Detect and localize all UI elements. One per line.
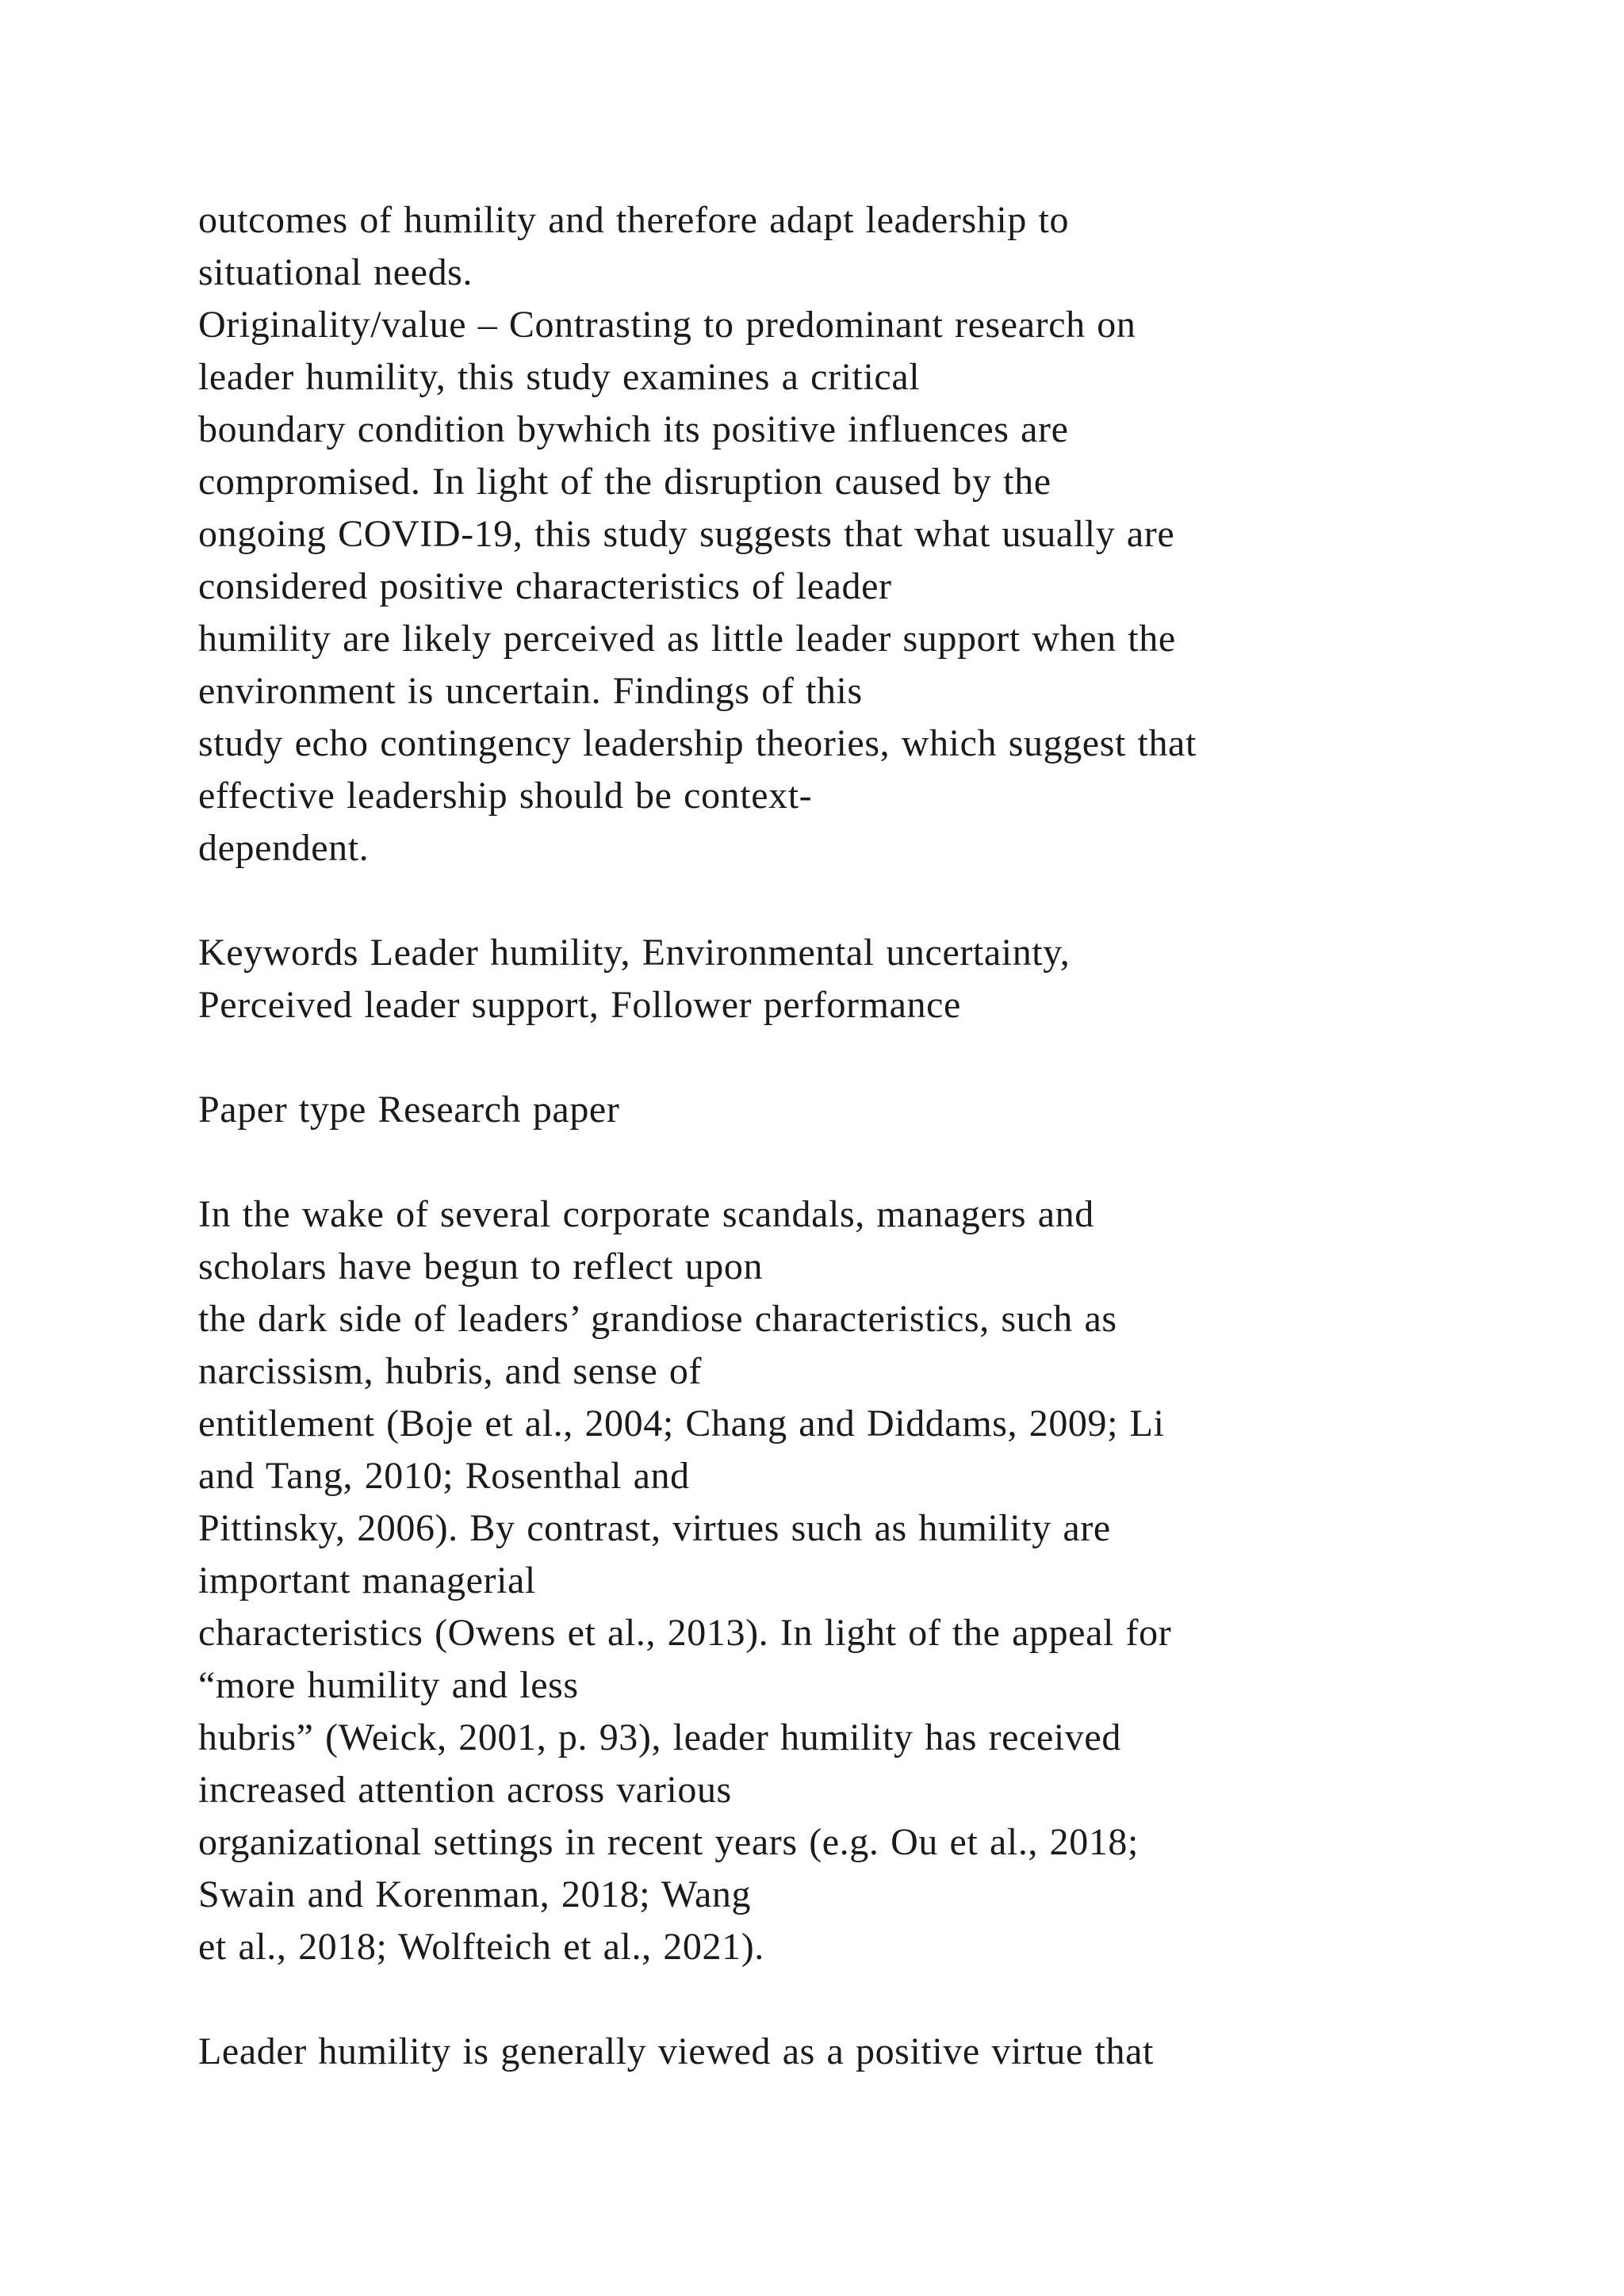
text-line: and Tang, 2010; Rosenthal and xyxy=(198,1455,690,1497)
text-line: characteristics (Owens et al., 2013). In light of the appeal for xyxy=(198,1612,1172,1654)
text-line: Leader humility is generally viewed as a positive virtue that xyxy=(198,2030,1154,2072)
text-line: Pittinsky, 2006). By contrast, virtues such as humility are xyxy=(198,1507,1111,1549)
keywords-line: Perceived leader support, Follower performance xyxy=(198,984,961,1026)
text-line: Swain and Korenman, 2018; Wang xyxy=(198,1873,752,1915)
text-line: ongoing COVID-19, this study suggests that what usually are xyxy=(198,513,1175,555)
text-line: hubris” (Weick, 2001, p. 93), leader humility has received xyxy=(198,1716,1121,1758)
blank-line xyxy=(198,1136,1578,1188)
text-line: increased attention across various xyxy=(198,1769,732,1811)
text-line: Originality/value – Contrasting to predominant research on xyxy=(198,304,1136,346)
text-line: considered positive characteristics of leader xyxy=(198,565,892,607)
text-line: compromised. In light of the disruption caused by the xyxy=(198,461,1051,503)
paper-type-line: Paper type Research paper xyxy=(198,1089,620,1131)
text-line: boundary condition bywhich its positive influences are xyxy=(198,408,1069,450)
text-line: situational needs. xyxy=(198,251,473,293)
text-line: outcomes of humility and therefore adapt leadership to xyxy=(198,199,1070,241)
body-text xyxy=(198,194,1578,2078)
blank-line xyxy=(198,1973,1578,2026)
text-line: entitlement (Boje et al., 2004; Chang and Diddams, 2009; Li xyxy=(198,1402,1165,1445)
text-line: organizational settings in recent years (e.g. Ou et al., 2018; xyxy=(198,1821,1139,1863)
blank-line xyxy=(198,1031,1578,1084)
text-line: study echo contingency leadership theories, which suggest that xyxy=(198,722,1197,764)
text-line: the dark side of leaders’ grandiose characteristics, such as xyxy=(198,1298,1117,1340)
text-line: “more humility and less xyxy=(198,1664,579,1706)
text-line: narcissism, hubris, and sense of xyxy=(198,1350,703,1392)
text-line: dependent. xyxy=(198,827,370,869)
text-line: et al., 2018; Wolfteich et al., 2021). xyxy=(198,1926,764,1968)
text-line: important managerial xyxy=(198,1559,536,1601)
text-line: environment is uncertain. Findings of this xyxy=(198,670,863,712)
text-line: humility are likely perceived as little leader support when the xyxy=(198,618,1176,660)
keywords-line: Keywords Leader humility, Environmental uncertainty, xyxy=(198,932,1071,974)
text-line: In the wake of several corporate scandals, managers and xyxy=(198,1193,1094,1235)
blank-line xyxy=(198,874,1578,927)
text-line: effective leadership should be context- xyxy=(198,775,813,817)
text-line: scholars have begun to reflect upon xyxy=(198,1246,764,1288)
text-line: leader humility, this study examines a critical xyxy=(198,356,921,398)
